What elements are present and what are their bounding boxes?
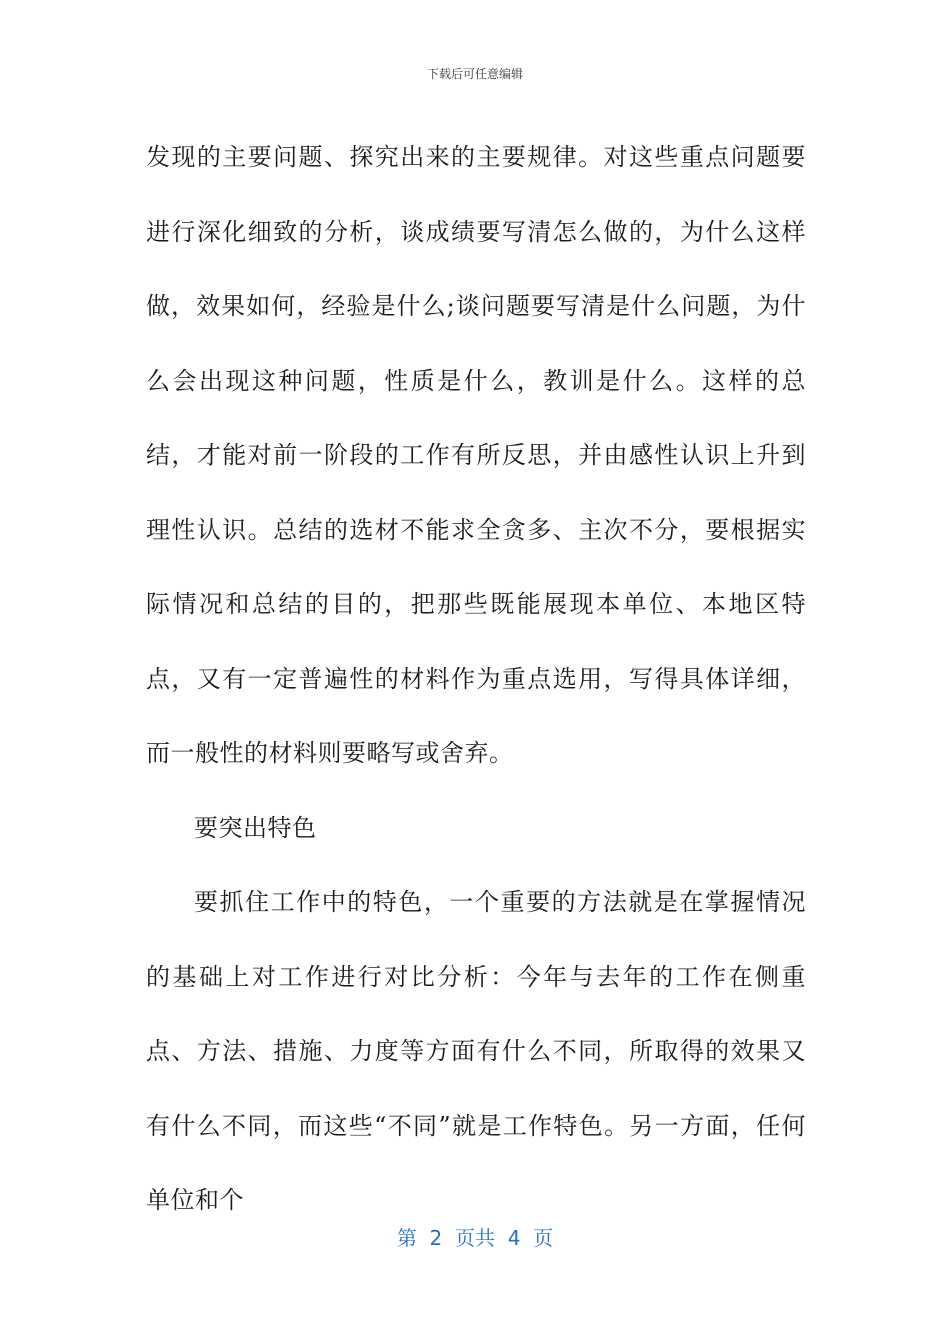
page-header: 下载后可任意编辑 bbox=[426, 67, 523, 81]
paragraph-continuation: 发现的主要问题、探究出来的主要规律。对这些重点问题要进行深化细致的分析，谈成绩要写清怎么做的，为什么这样做，效果如何，经验是什么;谈问题要写清是什么问题，为什么会出现这种问题，性质是什么，教训是什么。这样的总结，才能对前一阶段的工作有所反思，并由感性认识上升到理性认识。总结的选材不能求全贪多、主次不分，要根据实际情况和总结的目的，把那些既能展现本单位、本地区特点，又有一定普遍性的材料作为重点选用，写得具体详细，而一般性的材料则要略写或舍弃。 bbox=[146, 143, 806, 767]
paragraph: 要抓住工作中的特色，一个重要的方法就是在掌握情况的基础上对工作进行对比分析：今年与去年的工作在侧重点、方法、措施、力度等方面有什么不同，所取得的效果又有什么不同，而这些“不同”就是工作特色。另一方面，任何单位和个 bbox=[146, 888, 806, 1214]
page-number-footer: 第 2 页共 4 页 bbox=[396, 1226, 554, 1250]
document-body bbox=[146, 120, 806, 1238]
section-heading: 要突出特色 bbox=[194, 813, 317, 842]
